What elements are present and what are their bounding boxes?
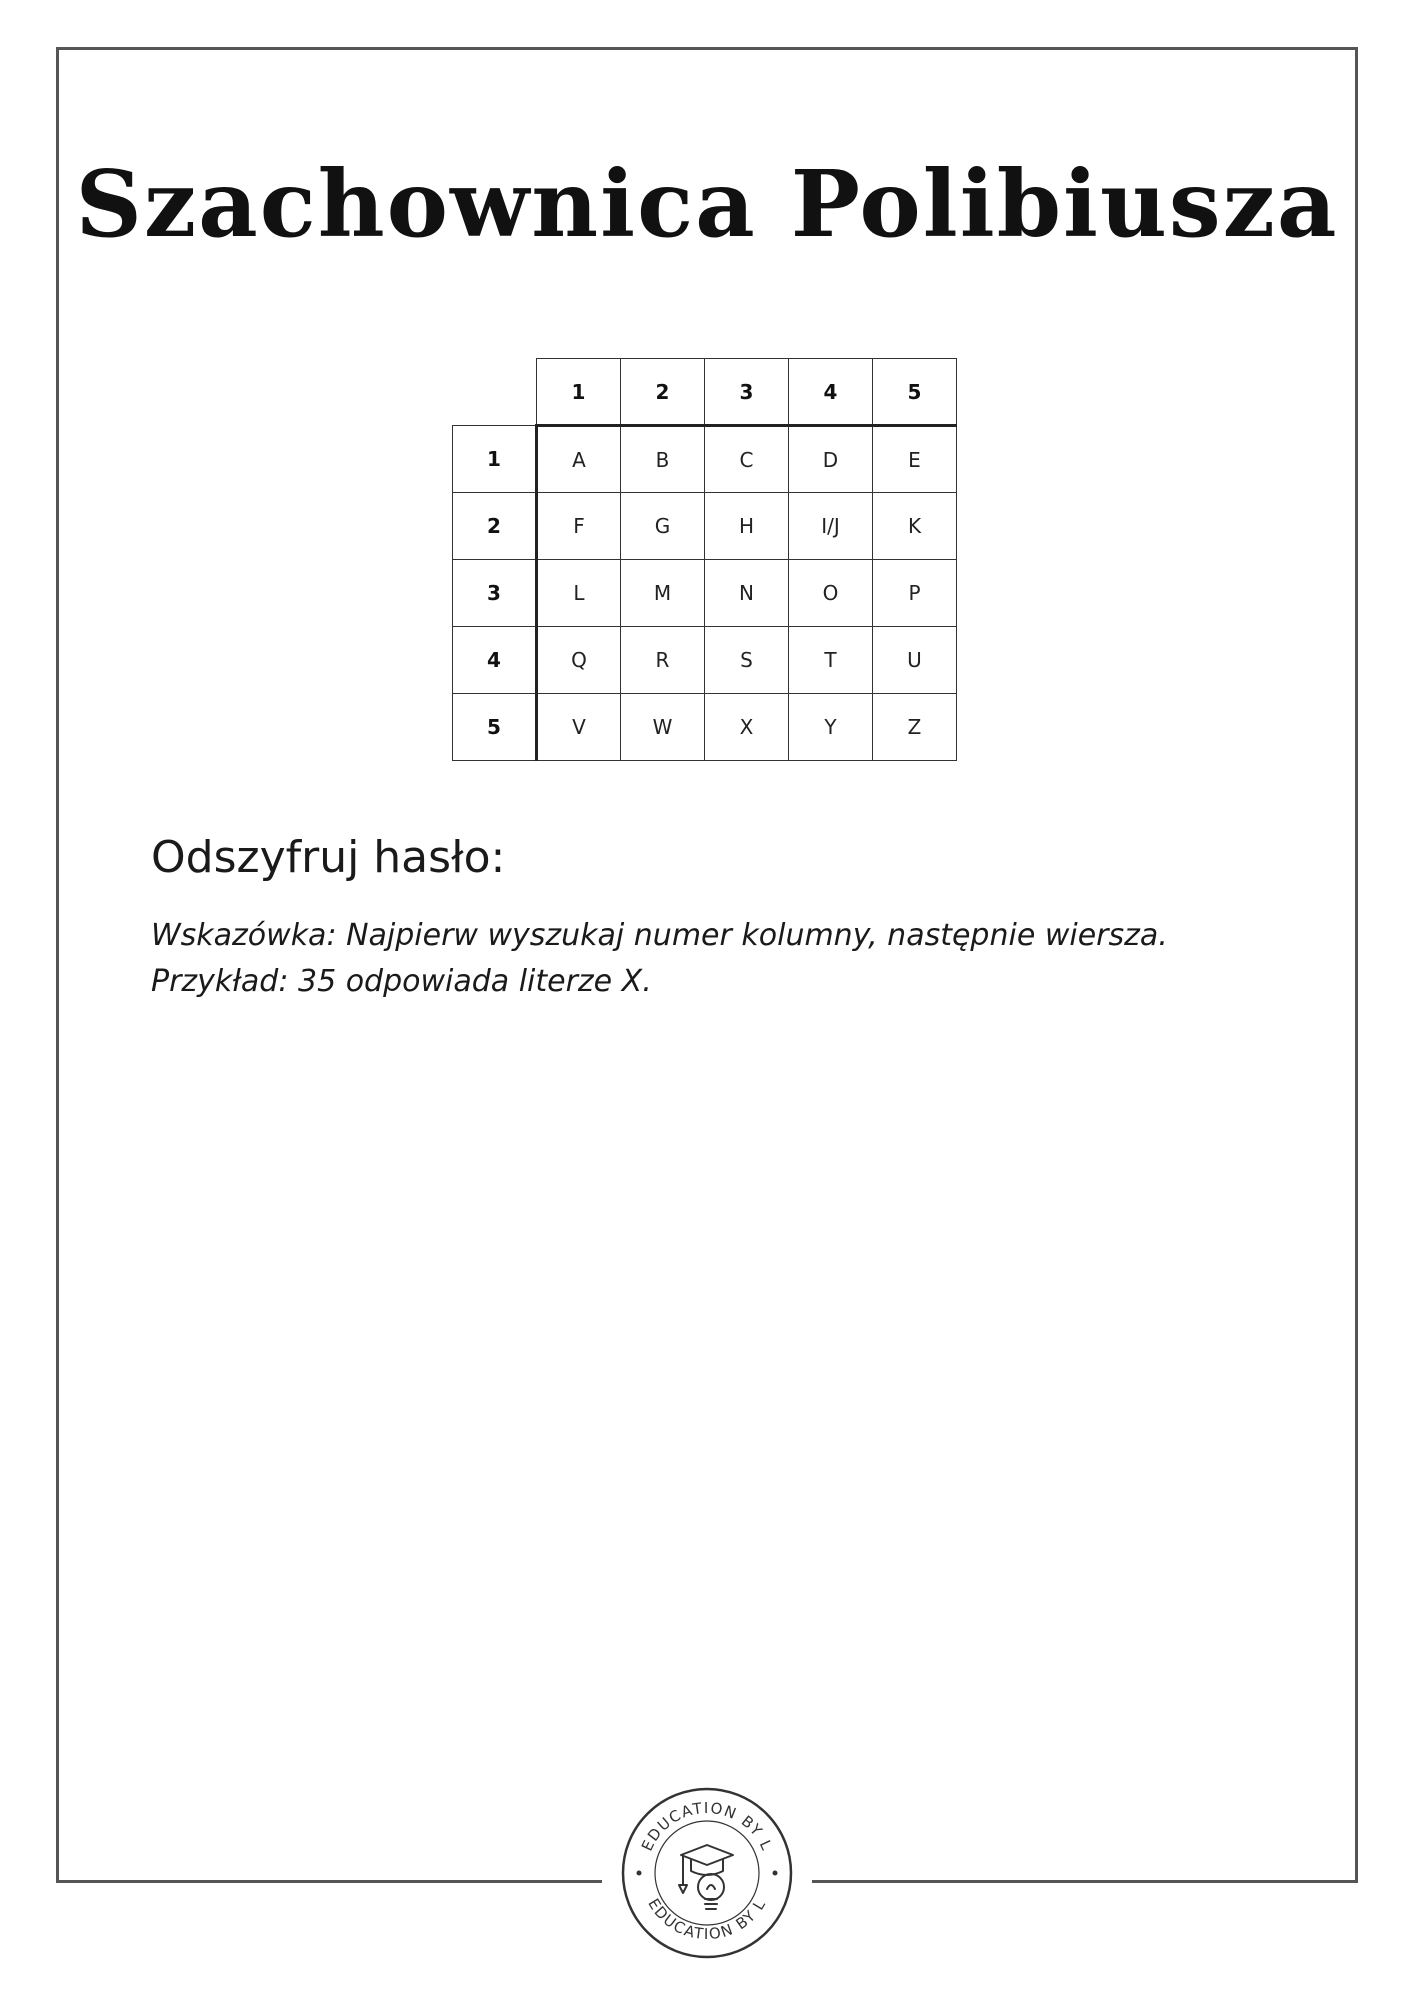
corner-cell — [453, 359, 537, 426]
column-header: 4 — [789, 359, 873, 426]
polybius-square — [452, 358, 957, 761]
letter-cell: A — [537, 426, 621, 493]
logo-text-top-path: EDUCATION BY L — [637, 1798, 777, 1854]
row-header: 4 — [453, 627, 537, 694]
letter-cell: N — [705, 560, 789, 627]
table-row — [453, 426, 957, 493]
border-bottom-right — [812, 1880, 1358, 1883]
column-header: 2 — [621, 359, 705, 426]
letter-cell: W — [621, 694, 705, 761]
letter-cell: F — [537, 493, 621, 560]
table-row — [453, 694, 957, 761]
letter-cell: C — [705, 426, 789, 493]
column-header: 1 — [537, 359, 621, 426]
table-row — [453, 627, 957, 694]
letter-cell: O — [789, 560, 873, 627]
letter-cell: K — [873, 493, 957, 560]
row-header: 2 — [453, 493, 537, 560]
letter-cell: Q — [537, 627, 621, 694]
letter-cell: G — [621, 493, 705, 560]
letter-cell: R — [621, 627, 705, 694]
table-row — [453, 560, 957, 627]
row-header: 5 — [453, 694, 537, 761]
letter-cell: V — [537, 694, 621, 761]
column-header: 3 — [705, 359, 789, 426]
example-line: Przykład: 35 odpowiada literze X. — [151, 964, 652, 999]
table-row — [453, 493, 957, 560]
letter-cell: P — [873, 560, 957, 627]
letter-cell: S — [705, 627, 789, 694]
letter-cell: I/J — [789, 493, 873, 560]
page-title: Szachownica Polibiusza — [75, 150, 1339, 258]
column-header: 5 — [873, 359, 957, 426]
row-header: 1 — [453, 426, 537, 493]
letter-cell: H — [705, 493, 789, 560]
decode-heading: Odszyfruj hasło: — [151, 832, 506, 883]
letter-cell: X — [705, 694, 789, 761]
letter-cell: Y — [789, 694, 873, 761]
letter-cell: L — [537, 560, 621, 627]
header-row — [453, 359, 957, 426]
letter-cell: M — [621, 560, 705, 627]
hint-text — [151, 913, 1301, 1005]
letter-cell: E — [873, 426, 957, 493]
border-bottom-left — [56, 1880, 602, 1883]
letter-cell: Z — [873, 694, 957, 761]
education-by-l-logo — [619, 1785, 795, 1961]
hint-line: Wskazówka: Najpierw wyszukaj numer kolumny, następnie wiersza. — [151, 918, 1168, 953]
logo-text-bottom-path: EDUCATION BY L — [644, 1895, 770, 1944]
letter-cell: B — [621, 426, 705, 493]
letter-cell: T — [789, 627, 873, 694]
letter-cell: U — [873, 627, 957, 694]
logo-seal — [619, 1785, 795, 1961]
letter-cell: D — [789, 426, 873, 493]
row-header: 3 — [453, 560, 537, 627]
